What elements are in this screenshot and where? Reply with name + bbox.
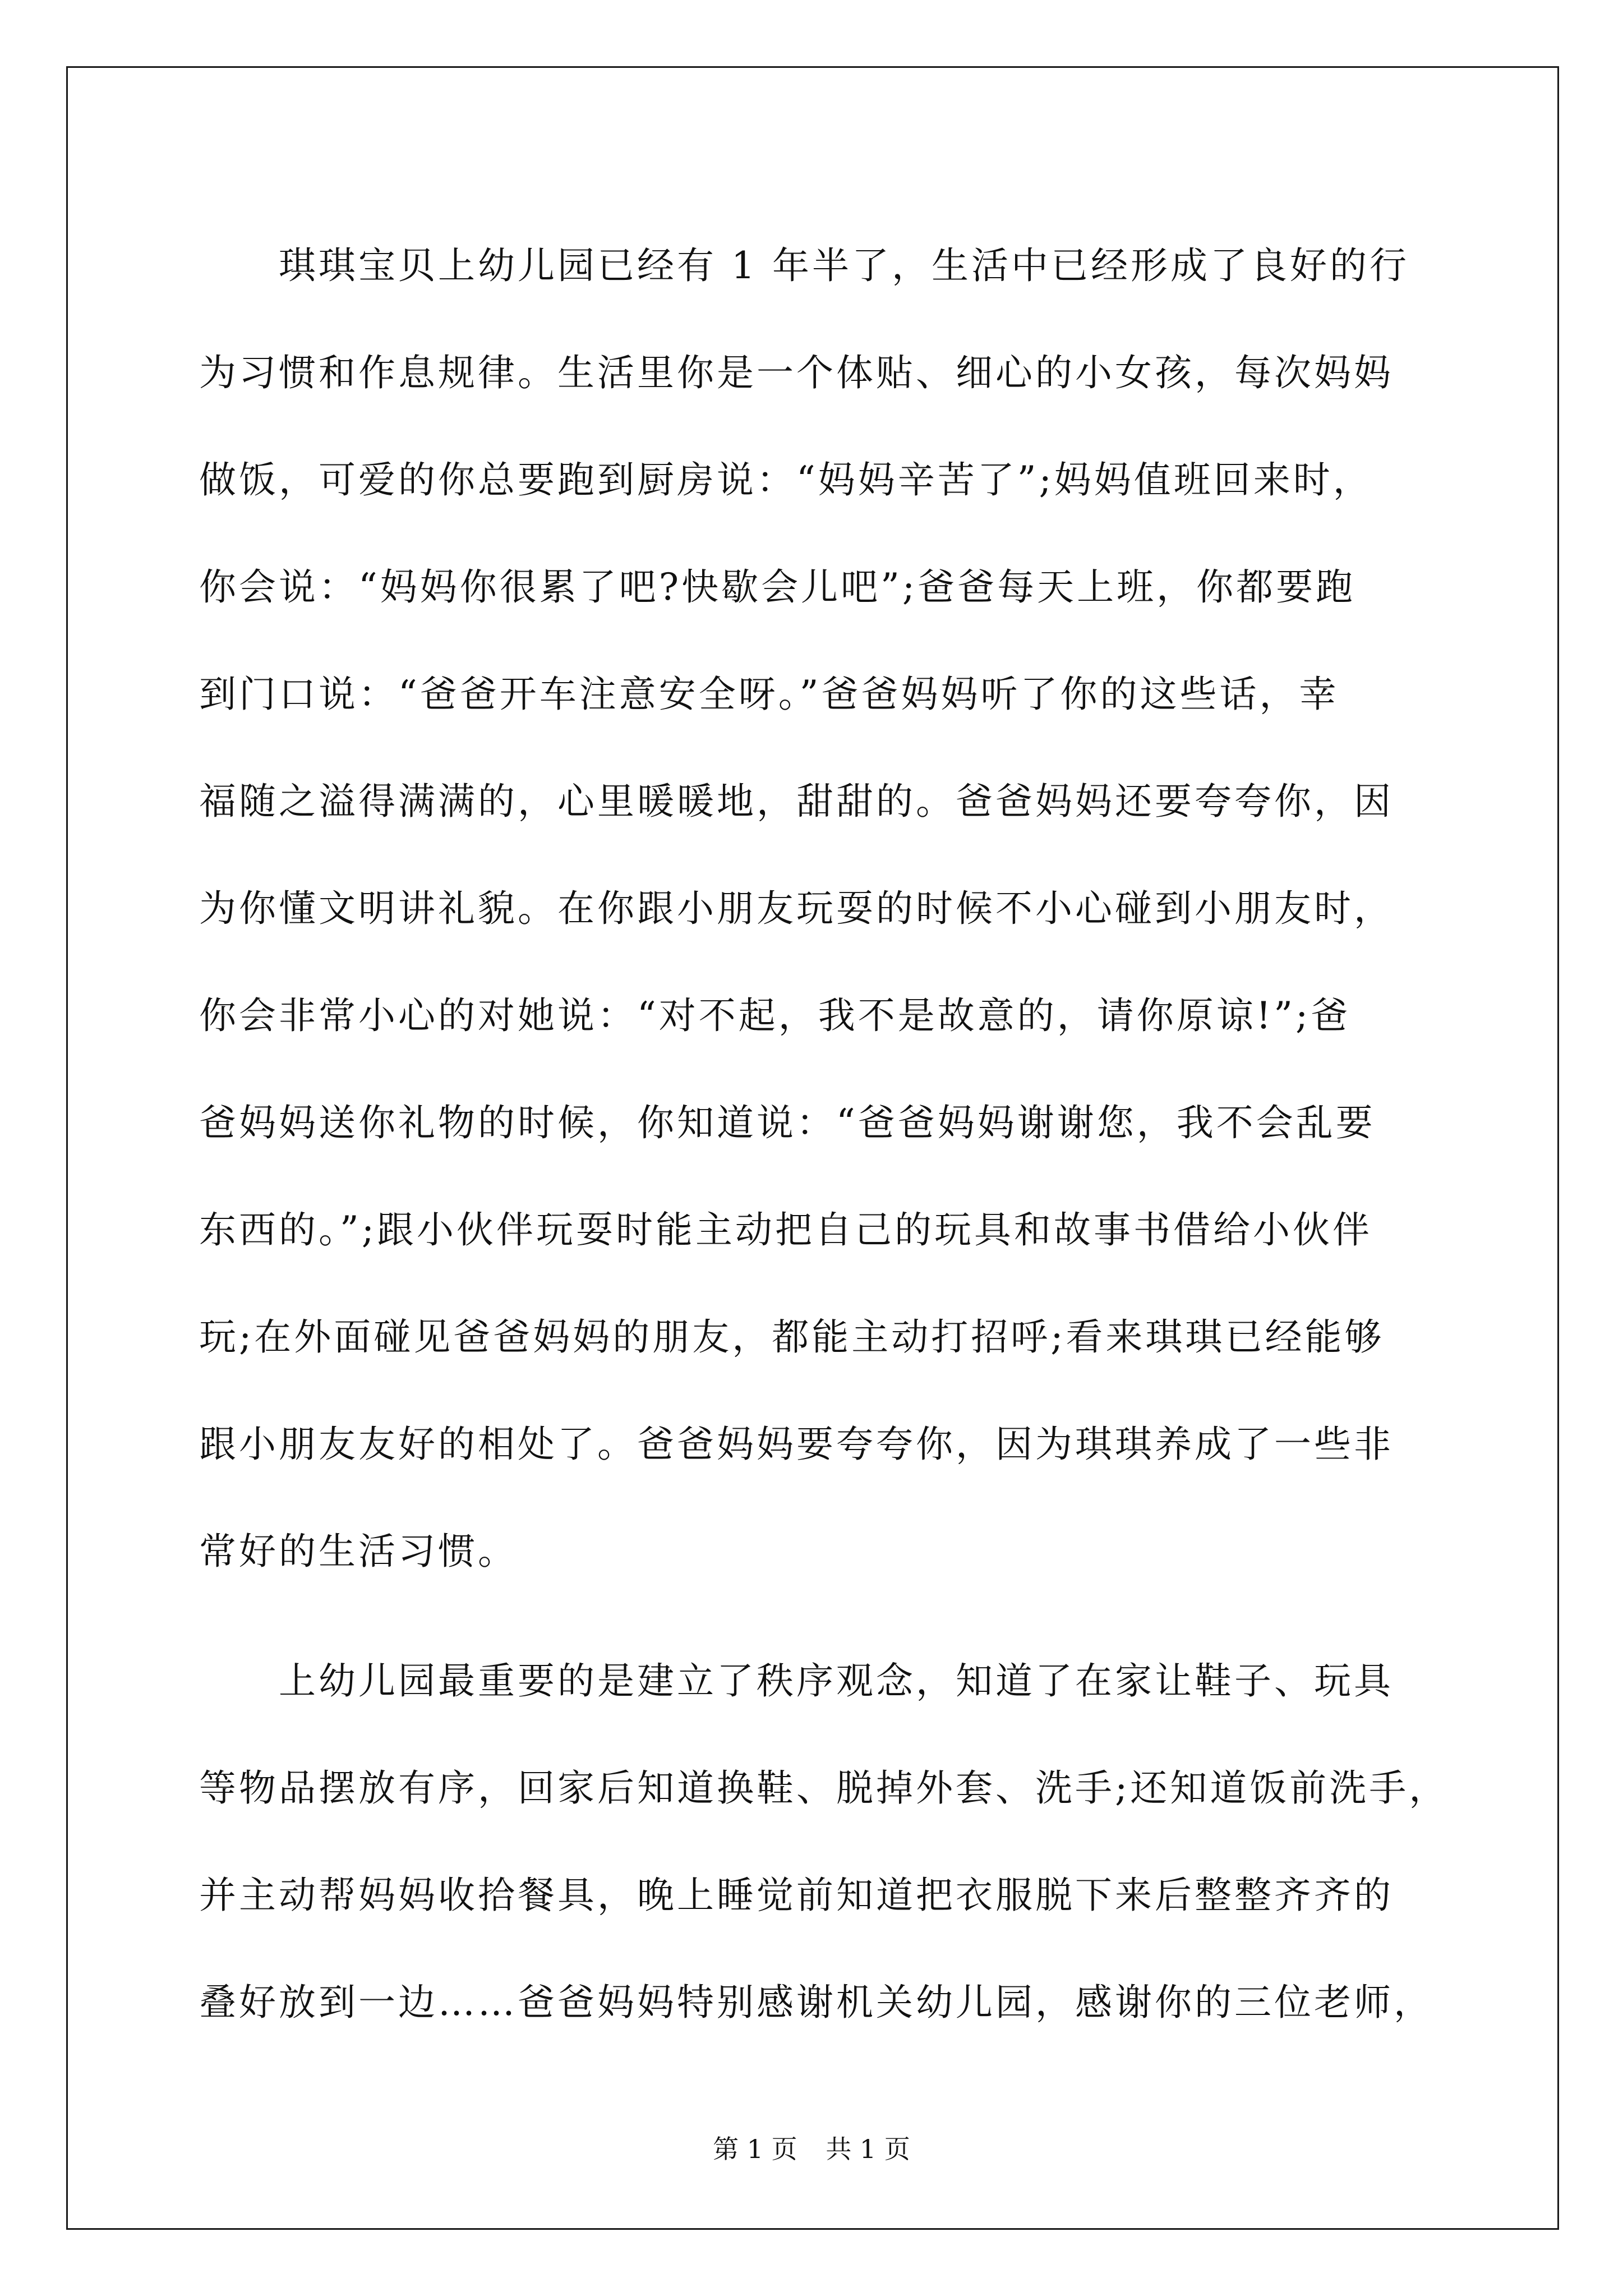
document-body <box>199 212 1449 2056</box>
text-line: 玩;在外面碰见爸爸妈妈的朋友，都能主动打招呼;看来琪琪已经能够 <box>199 1315 1385 1359</box>
text-line: 跟小朋友友好的相处了。爸爸妈妈要夸夸你，因为琪琪养成了一些非 <box>199 1423 1394 1466</box>
text-line: 常好的生活习惯。 <box>199 1530 518 1573</box>
text-line: 为习惯和作息规律。生活里你是一个体贴、细心的小女孩，每次妈妈 <box>199 351 1394 394</box>
text-line: 做饭，可爱的你总要跑到厨房说：“妈妈辛苦了”;妈妈值班回来时， <box>199 458 1373 501</box>
text-line: 福随之溢得满满的，心里暖暖地，甜甜的。爸爸妈妈还要夸夸你，因 <box>199 780 1394 823</box>
text-line: 上幼儿园最重要的是建立了秩序观念，知道了在家让鞋子、玩具 <box>199 1659 1394 1703</box>
text-line: 到门口说：“爸爸开车注意安全呀。”爸爸妈妈听了你的这些话，幸 <box>199 673 1339 716</box>
text-line: 叠好放到一边……爸爸妈妈特别感谢机关幼儿园，感谢你的三位老师， <box>199 1981 1433 2024</box>
page-footer <box>0 2129 1623 2166</box>
paragraph-spacer <box>199 1605 1430 1627</box>
text-line: 东西的。”;跟小伙伴玩耍时能主动把自己的玩具和故事书借给小伙伴 <box>199 1208 1372 1251</box>
paragraph-1 <box>199 212 1430 1605</box>
text-line: 你会非常小心的对她说：“对不起，我不是故意的，请你原谅!”;爸 <box>199 994 1351 1037</box>
text-line: 并主动帮妈妈收拾餐具，晚上睡觉前知道把衣服脱下来后整整齐齐的 <box>199 1874 1394 1917</box>
text-line: 为你懂文明讲礼貌。在你跟小朋友玩耍的时候不小心碰到小朋友时， <box>199 887 1394 930</box>
page-number: 第 1 页 <box>713 2134 797 2164</box>
text-line: 你会说：“妈妈你很累了吧?快歇会儿吧”;爸爸每天上班，你都要跑 <box>199 565 1356 609</box>
text-line: 琪琪宝贝上幼儿园已经有 1 年半了，生活中已经形成了良好的行 <box>199 244 1409 287</box>
text-line: 爸妈妈送你礼物的时候，你知道说：“爸爸妈妈谢谢您，我不会乱要 <box>199 1101 1376 1144</box>
paragraph-2 <box>199 1627 1449 2056</box>
page-total: 共 1 页 <box>826 2134 910 2164</box>
text-line: 等物品摆放有序，回家后知道换鞋、脱掉外套、洗手;还知道饭前洗手， <box>199 1766 1449 1810</box>
